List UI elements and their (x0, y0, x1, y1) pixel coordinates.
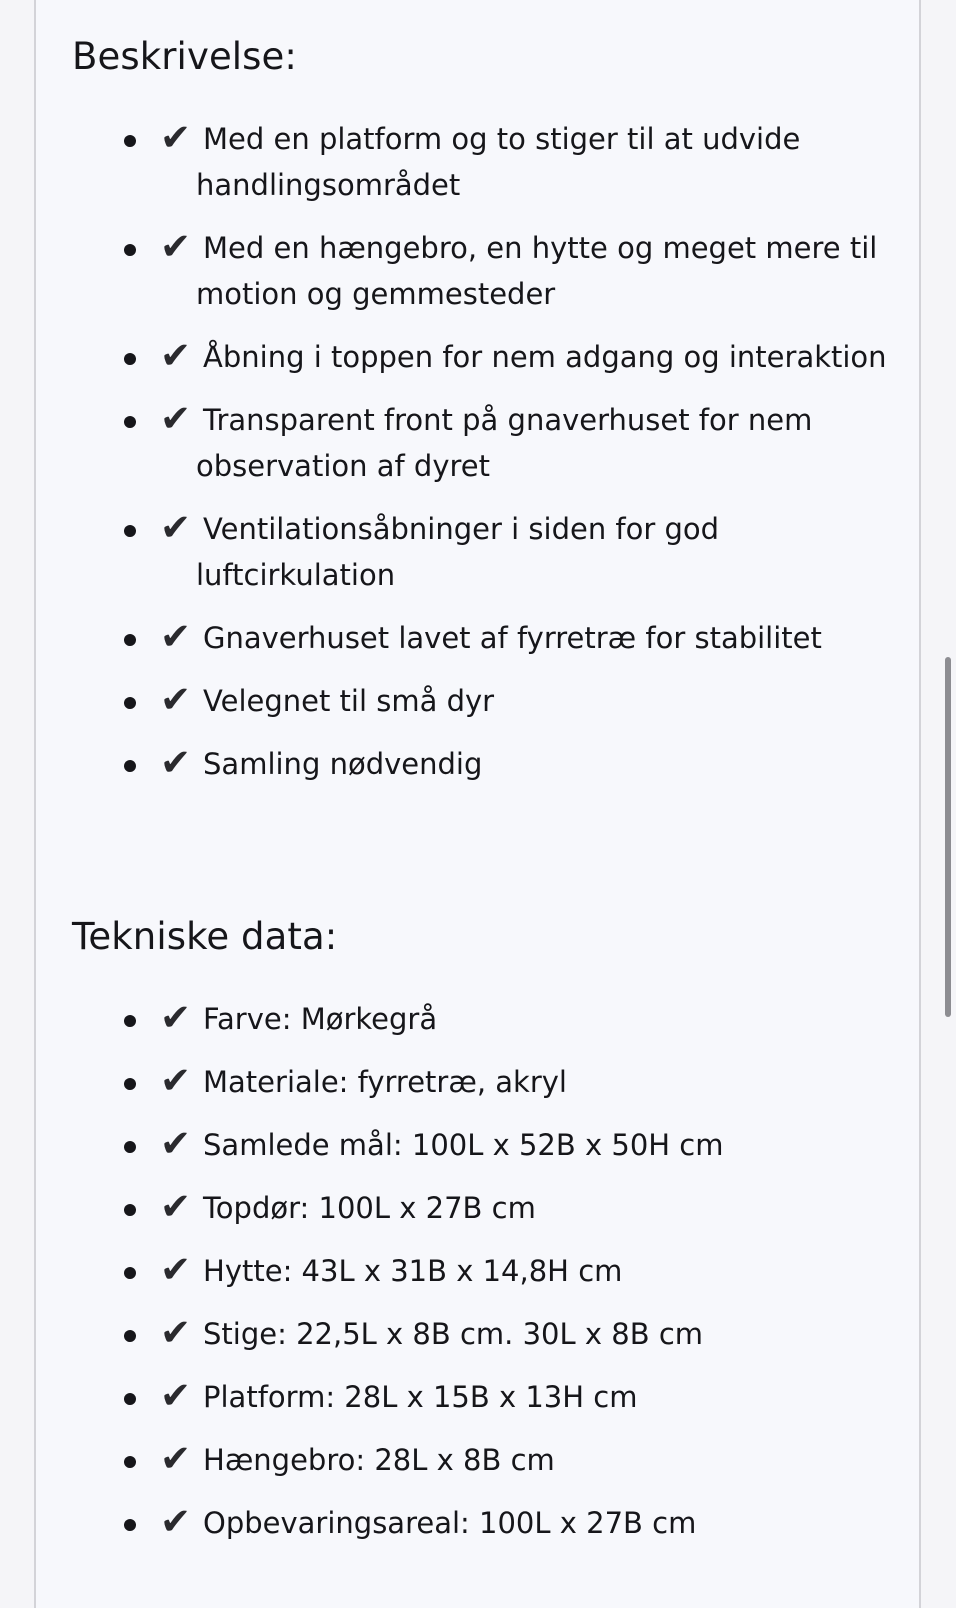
bullet-dot-icon (124, 1330, 136, 1342)
list-item-text: Gnaverhuset lavet af fyrretræ for stabilitet (203, 621, 822, 655)
list-item-text: Åbning i toppen for nem adgang og interaktion (203, 340, 887, 374)
list-item-text: Opbevaringsareal: 100L x 27B cm (203, 1506, 697, 1540)
list-item: ✔ Med en hængebro, en hytte og meget mere til motion og gemmesteder (124, 225, 894, 317)
list-item: ✔ Topdør: 100L x 27B cm (124, 1185, 894, 1231)
list-item-text: Stige: 22,5L x 8B cm. 30L x 8B cm (203, 1317, 704, 1351)
list-item-text: Ventilationsåbninger i siden for god luftcirkulation (196, 512, 720, 592)
bullet-dot-icon (124, 416, 136, 428)
product-details-card (34, 0, 921, 1608)
bullet-dot-icon (124, 1204, 136, 1216)
list-item-text: Hytte: 43L x 31B x 14,8H cm (203, 1254, 623, 1288)
vertical-scrollbar[interactable] (945, 657, 951, 1017)
bullet-dot-icon (124, 697, 136, 709)
list-item: ✔ Stige: 22,5L x 8B cm. 30L x 8B cm (124, 1311, 894, 1357)
list-item-text: Velegnet til små dyr (203, 684, 495, 718)
list-item: ✔ Velegnet til små dyr (124, 678, 894, 724)
list-item-text: Samlede mål: 100L x 52B x 50H cm (203, 1128, 724, 1162)
list-item: ✔ Farve: Mørkegrå (124, 996, 894, 1042)
bullet-dot-icon (124, 1393, 136, 1405)
bullet-dot-icon (124, 1015, 136, 1027)
bullet-dot-icon (124, 1519, 136, 1531)
list-item-text: Hængebro: 28L x 8B cm (203, 1443, 555, 1477)
list-item: ✔ Platform: 28L x 15B x 13H cm (124, 1374, 894, 1420)
list-item: ✔ Transparent front på gnaverhuset for nem observation af dyret (124, 397, 894, 489)
list-item-text: Platform: 28L x 15B x 13H cm (203, 1380, 638, 1414)
list-item-text: Med en hængebro, en hytte og meget mere til motion og gemmesteder (196, 231, 878, 311)
list-item: ✔ Hængebro: 28L x 8B cm (124, 1437, 894, 1483)
list-item-text: Samling nødvendig (203, 747, 483, 781)
list-item-text: Transparent front på gnaverhuset for nem observation af dyret (196, 403, 813, 483)
list-item-text: Materiale: fyrretræ, akryl (203, 1065, 567, 1099)
description-list (124, 116, 894, 804)
description-heading: Beskrivelse: (72, 35, 297, 78)
list-item: ✔ Hytte: 43L x 31B x 14,8H cm (124, 1248, 894, 1294)
list-item: ✔ Gnaverhuset lavet af fyrretræ for stabilitet (124, 615, 894, 661)
technical-data-list (124, 996, 894, 1563)
list-item: ✔ Opbevaringsareal: 100L x 27B cm (124, 1500, 894, 1546)
list-item: ✔ Samling nødvendig (124, 741, 894, 787)
bullet-dot-icon (124, 135, 136, 147)
bullet-dot-icon (124, 760, 136, 772)
bullet-dot-icon (124, 1078, 136, 1090)
bullet-dot-icon (124, 634, 136, 646)
bullet-dot-icon (124, 1456, 136, 1468)
list-item-text: Med en platform og to stiger til at udvide handlingsområdet (196, 122, 801, 202)
list-item: ✔ Ventilationsåbninger i siden for god luftcirkulation (124, 506, 894, 598)
list-item: ✔ Samlede mål: 100L x 52B x 50H cm (124, 1122, 894, 1168)
bullet-dot-icon (124, 353, 136, 365)
bullet-dot-icon (124, 1141, 136, 1153)
list-item-text: Farve: Mørkegrå (203, 1002, 438, 1036)
list-item: ✔ Åbning i toppen for nem adgang og interaktion (124, 334, 894, 380)
list-item: ✔ Med en platform og to stiger til at udvide handlingsområdet (124, 116, 894, 208)
bullet-dot-icon (124, 525, 136, 537)
list-item: ✔ Materiale: fyrretræ, akryl (124, 1059, 894, 1105)
technical-data-heading: Tekniske data: (72, 915, 338, 958)
bullet-dot-icon (124, 244, 136, 256)
bullet-dot-icon (124, 1267, 136, 1279)
list-item-text: Topdør: 100L x 27B cm (203, 1191, 536, 1225)
